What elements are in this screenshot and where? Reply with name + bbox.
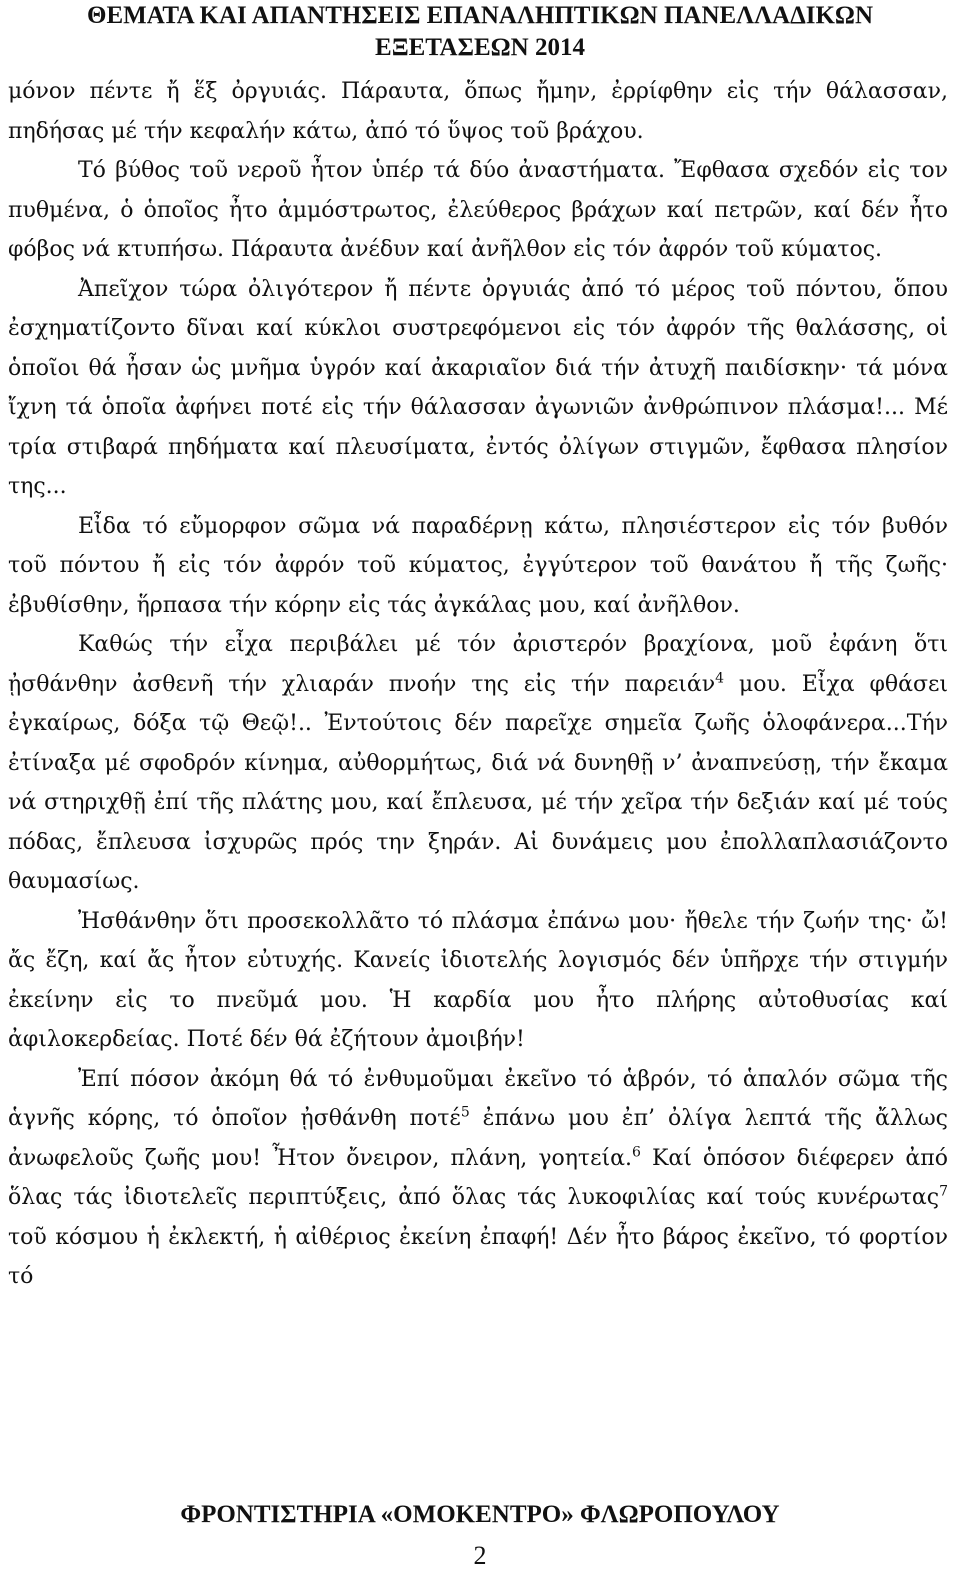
paragraph-1: μόνον πέντε ἤ ἕξ ὀργυιάς. Πάραυτα, ὅπως ἤμην, ἐρρίφθην εἰς τήν θάλασσαν, πηδήσας μέ τήν κεφαλήν κάτω, ἀπό τό ὕψος τοῦ βράχου. bbox=[8, 79, 948, 144]
footnote-marker-7: 7 bbox=[939, 1183, 948, 1200]
header-title-line-1: ΘΕΜΑΤΑ ΚΑΙ ΑΠΑΝΤΗΣΕΙΣ ΕΠΑΝΑΛΗΠΤΙΚΩΝ ΠΑΝΕΛΛΑΔΙΚΩΝ bbox=[87, 2, 873, 29]
paragraph-7 bbox=[8, 1060, 948, 1297]
header-title-line-2: ΕΞΕΤΑΣΕΩΝ 2014 bbox=[375, 34, 585, 61]
paragraph-7-text-c: Καί ὁπόσον διέφερεν ἀπό ὅλας τάς ἰδιοτελεῖς περιπτύξεις, ἀπό ὅλας τάς λυκοφιλίας καί τούς κυνέρωτας bbox=[8, 1145, 948, 1210]
paragraph-6: Ἠσθάνθην ὅτι προσεκολλᾶτο τό πλάσμα ἐπάνω μου· ἤθελε τήν ζωήν της· ὤ! ἄς ἔζη, καί ἄς ἦτον εὐτυχής. Κανείς ἰδιοτελής λογισμός δέν ὑπῆρχε τήν στιγμήν ἐκείνην εἰς το πνεῦμά μου. Ἡ καρδία μου ἦτο πλήρης αὐτοθυσίας καί ἀφιλοκερδείας. Ποτέ δέν θά ἐζήτουν ἀμοιβήν! bbox=[8, 908, 948, 1052]
paragraph-4: Εἶδα τό εὔμορφον σῶμα νά παραδέρνῃ κάτω, πλησιέστερον εἰς τόν βυθόν τοῦ πόντου ἤ εἰς τόν ἀφρόν τοῦ κύματος, ἐγγύτερον τοῦ θανάτου ἤ τῆς ζωῆς· ἐβυθίσθην, ἥρπασα τήν κόρην εἰς τάς ἀγκάλας μου, καί ἀνῆλθον. bbox=[8, 513, 948, 618]
paragraph-7-text-a: Ἐπί πόσον ἀκόμη θά τό ἐνθυμοῦμαι ἐκεῖνο τό ἁβρόν, τό ἁπαλόν σῶμα τῆς ἁγνῆς κόρης, τό ὁποῖον ᾐσθάνθη ποτέ bbox=[8, 1066, 948, 1131]
page-number: 2 bbox=[473, 1541, 487, 1570]
page-header bbox=[0, 0, 960, 64]
paragraph-5-text-a: Καθώς τήν εἶχα περιβάλει μέ τόν ἀριστερόν βραχίονα, μοῦ ἐφάνη ὅτι ᾐσθάνθην ἀσθενῆ τήν χλιαράν πνοήν της εἰς τήν παρειάν bbox=[8, 632, 948, 697]
page-footer-brand: ΦΡΟΝΤΙΣΤΗΡΙΑ «ΟΜΟΚΕΝΤΡΟ» ΦΛΩΡΟΠΟΥΛΟΥ bbox=[180, 1501, 780, 1528]
paragraph-7-text-b: ἐπάνω μου ἐπ’ ὀλίγα λεπτά τῆς ἄλλως ἀνωφελοῦς ζωῆς μου! Ἦτον ὄνειρον, πλάνη, γοητεία. bbox=[8, 1106, 948, 1171]
footnote-marker-4: 4 bbox=[715, 670, 725, 687]
footnote-marker-5: 5 bbox=[460, 1104, 470, 1121]
paragraph-7-text-d: τοῦ κόσμου ἡ ἐκλεκτή, ἡ αἰθέριος ἐκείνη ἐπαφή! Δέν ἦτο βάρος ἐκεῖνο, τό φορτίον τό bbox=[8, 1224, 948, 1289]
paragraph-5 bbox=[8, 625, 948, 902]
paragraph-5-text-b: μου. Εἶχα φθάσει ἐγκαίρως, δόξα τῷ Θεῷ!.. Ἐντούτοις δέν παρεῖχε σημεῖα ζωῆς ὁλοφάνερα...Τήν ἐτίναξα μέ σφοδρόν κίνημα, αὐθορμήτως, διά νά δυνηθῇ ν’ ἀναπνεύσῃ, τήν ἔκαμα νά στηριχθῇ ἐπί τῆς πλάτης μου, καί ἔπλευσα, μέ τήν χεῖρα τήν δεξιάν καί μέ τούς πόδας, ἔπλευσα ἰσχυρῶς πρός την ξηράν. Αἱ δυνάμεις μου ἐπολλαπλασιάζοντο θαυμασίως. bbox=[8, 671, 948, 894]
paragraph-3: Ἀπεῖχον τώρα ὀλιγότερον ἤ πέντε ὀργυιάς ἀπό τό μέρος τοῦ πόντου, ὅπου ἐσχηματίζοντο δῖναι καί κύκλοι συστρεφόμενοι εἰς τόν ἀφρόν τῆς θαλάσσης, οἱ ὁποῖοι θά ἦσαν ὡς μνῆμα ὑγρόν καί ἀκαριαῖον διά τήν ἀτυχῆ παιδίσκην· τά μόνα ἴχνη τά ὁποῖα ἀφήνει ποτέ εἰς τήν θάλασσαν ἀγωνιῶν ἀνθρώπινον πλάσμα!... Μέ τρία στιβαρά πηδήματα καί πλευσίματα, ἐντός ὀλίγων στιγμῶν, ἔφθασα πλησίον της... bbox=[8, 276, 948, 499]
footnote-marker-6: 6 bbox=[631, 1144, 641, 1161]
body-text bbox=[8, 72, 948, 1297]
paragraph-2: Τό βύθος τοῦ νεροῦ ἦτον ὑπέρ τά δύο ἀναστήματα. Ἔφθασα σχεδόν εἰς τον πυθμένα, ὁ ὁποῖος ἦτο ἀμμόστρωτος, ἐλεύθερος βράχων καί πετρῶν, καί δέν ἦτο φόβος νά κτυπήσω. Πάραυτα ἀνέδυν καί ἀνῆλθον εἰς τόν ἀφρόν τοῦ κύματος. bbox=[8, 158, 948, 262]
